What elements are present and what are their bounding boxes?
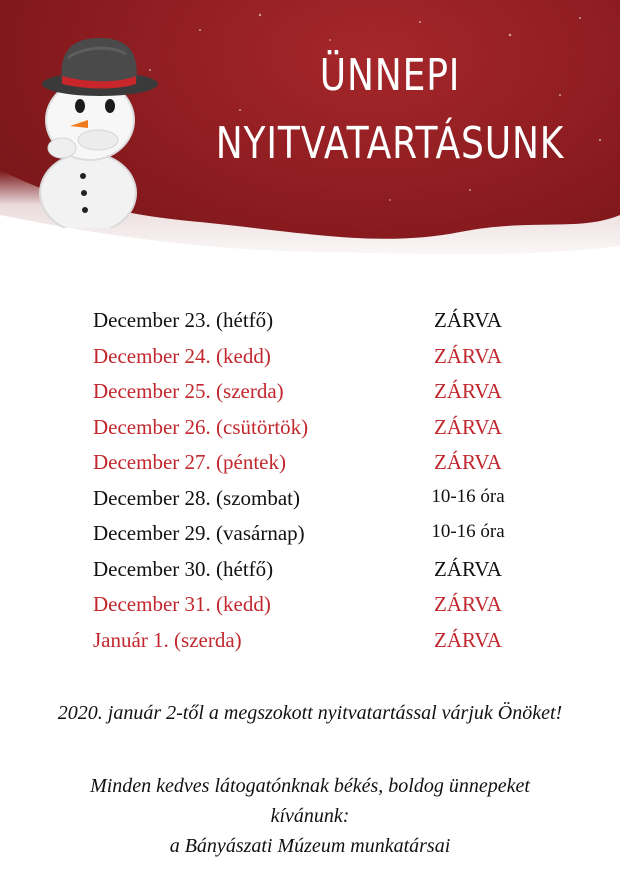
schedule-date: December 23. (hétfő) bbox=[93, 308, 274, 332]
snowman-illustration bbox=[28, 28, 178, 228]
schedule-date: December 24. (kedd) bbox=[93, 343, 271, 368]
page-title-line2: NYITVATARTÁSUNK bbox=[215, 118, 565, 169]
greeting-line1: Minden kedves látogatónknak békés, boldog ünnepeket bbox=[90, 775, 530, 797]
schedule-row bbox=[0, 628, 620, 664]
greeting-signature: a Bányászati Múzeum munkatársai bbox=[169, 835, 451, 857]
schedule-row bbox=[0, 308, 620, 344]
schedule-status: ZÁRVA bbox=[434, 627, 502, 652]
schedule-date: December 29. (vasárnap) bbox=[93, 521, 305, 545]
schedule-row bbox=[0, 344, 620, 380]
schedule-row bbox=[0, 486, 620, 522]
header-banner bbox=[0, 0, 620, 270]
schedule-status: ZÁRVA bbox=[434, 556, 502, 581]
schedule-status: 10-16 óra bbox=[431, 521, 505, 542]
regular-hours-notice: 2020. január 2-től a megszokott nyitvatartással várjuk Önöket! bbox=[57, 702, 563, 724]
schedule-row bbox=[0, 592, 620, 628]
schedule-status: ZÁRVA bbox=[434, 414, 502, 439]
schedule-row bbox=[0, 415, 620, 451]
schedule-status: 10-16 óra bbox=[431, 485, 505, 507]
schedule-date: December 26. (csütörtök) bbox=[93, 414, 309, 439]
opening-hours-list bbox=[0, 308, 620, 663]
holiday-greeting bbox=[0, 771, 620, 861]
schedule-row bbox=[0, 557, 620, 593]
schedule-status: ZÁRVA bbox=[434, 450, 502, 474]
schedule-row bbox=[0, 379, 620, 415]
schedule-date: December 31. (kedd) bbox=[93, 592, 271, 616]
schedule-status: ZÁRVA bbox=[434, 343, 502, 368]
schedule-date: December 27. (péntek) bbox=[93, 450, 286, 474]
schedule-status: ZÁRVA bbox=[434, 308, 502, 332]
schedule-status: ZÁRVA bbox=[434, 592, 502, 616]
schedule-status: ZÁRVA bbox=[434, 379, 502, 403]
schedule-row bbox=[0, 521, 620, 557]
page-title-line1: ÜNNEPI bbox=[319, 50, 461, 101]
schedule-date: December 25. (szerda) bbox=[93, 379, 284, 403]
schedule-row bbox=[0, 450, 620, 486]
schedule-date: December 30. (hétfő) bbox=[93, 556, 274, 581]
greeting-line2: kívánunk: bbox=[270, 805, 350, 827]
schedule-date: Január 1. (szerda) bbox=[93, 627, 242, 652]
schedule-date: December 28. (szombat) bbox=[93, 485, 300, 510]
